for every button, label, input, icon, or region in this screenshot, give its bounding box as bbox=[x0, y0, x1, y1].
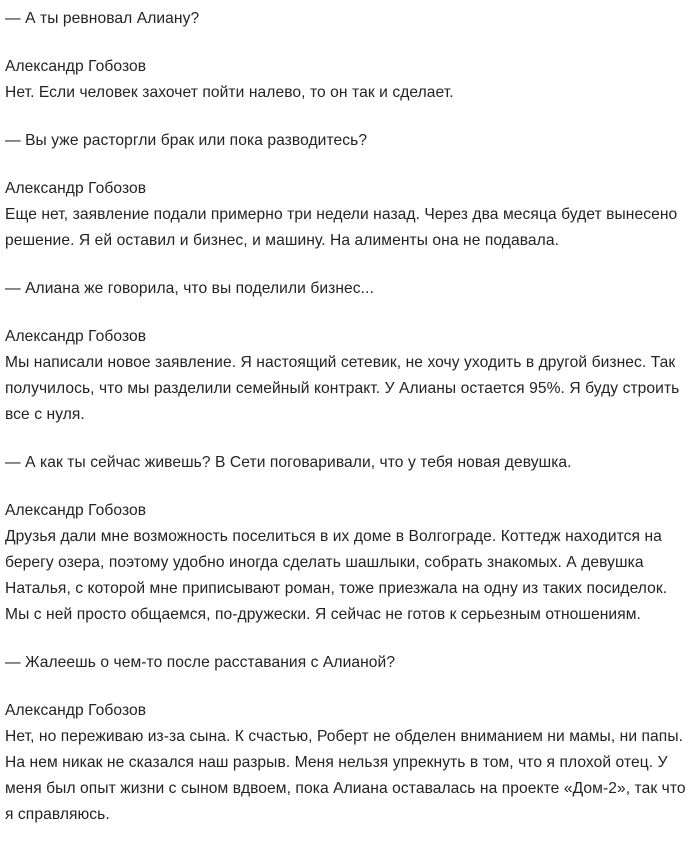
block-spacer bbox=[5, 106, 694, 128]
interview-answer-block bbox=[5, 498, 694, 628]
question-text: — Вы уже расторгли брак или пока разводитесь? bbox=[5, 132, 368, 149]
answer-text: Мы написали новое заявление. Я настоящий сетевик, не хочу уходить в другой бизнес. Так получилось, что мы разделили семейный контракт. У Алианы остается 95%. Я буду строить все с нуля. bbox=[5, 354, 680, 423]
block-spacer bbox=[5, 154, 694, 176]
interview-answer-block bbox=[5, 698, 694, 828]
interview-question-block bbox=[5, 276, 694, 302]
block-spacer bbox=[5, 254, 694, 276]
answer-text: Нет, но переживаю из-за сына. К счастью, Роберт не обделен вниманием ни мамы, ни папы. На нем никак не сказался наш разрыв. Меня нельзя упрекнуть в том, что я плохой отец. У меня был опыт жизни с сыном вдвоем, пока Алиана оставалась на проекте «Дом-2», так что я справляюсь. bbox=[5, 728, 686, 823]
answer-speaker-name: Александр Гобозов bbox=[5, 180, 147, 197]
block-spacer bbox=[5, 428, 694, 450]
block-spacer bbox=[5, 676, 694, 698]
interview-answer-block bbox=[5, 176, 694, 254]
answer-speaker-name: Александр Гобозов bbox=[5, 58, 147, 75]
question-text: — Жалеешь о чем-то после расставания с Алианой? bbox=[5, 654, 396, 671]
question-text: — А как ты сейчас живешь? В Сети поговаривали, что у тебя новая девушка. bbox=[5, 454, 572, 471]
answer-text: Нет. Если человек захочет пойти налево, то он так и сделает. bbox=[5, 84, 454, 101]
question-text: — А ты ревновал Алиану? bbox=[5, 10, 200, 27]
answer-speaker-name: Александр Гобозов bbox=[5, 702, 147, 719]
interview-question-block bbox=[5, 650, 694, 676]
block-spacer bbox=[5, 302, 694, 324]
interview-answer-block bbox=[5, 54, 694, 106]
interview-question-block bbox=[5, 450, 694, 476]
block-spacer bbox=[5, 476, 694, 498]
question-text: — Алиана же говорила, что вы поделили бизнес... bbox=[5, 280, 374, 297]
block-spacer bbox=[5, 628, 694, 650]
interview-answer-block bbox=[5, 324, 694, 428]
answer-speaker-name: Александр Гобозов bbox=[5, 328, 147, 345]
answer-speaker-name: Александр Гобозов bbox=[5, 502, 147, 519]
answer-text: Друзья дали мне возможность поселиться в их доме в Волгограде. Коттедж находится на берегу озера, поэтому удобно иногда сделать шашлыки, собрать знакомых. А девушка Наталья, с которой мне приписывают роман, тоже приезжала на одну из таких посиделок. Мы с ней просто общаемся, по-дружески. Я сейчас не готов к серьезным отношениям. bbox=[5, 528, 668, 623]
block-spacer bbox=[5, 32, 694, 54]
interview-question-block bbox=[5, 6, 694, 32]
answer-text: Еще нет, заявление подали примерно три недели назад. Через два месяца будет вынесено решение. Я ей оставил и бизнес, и машину. На алименты она не подавала. bbox=[5, 206, 678, 249]
interview-question-block bbox=[5, 128, 694, 154]
